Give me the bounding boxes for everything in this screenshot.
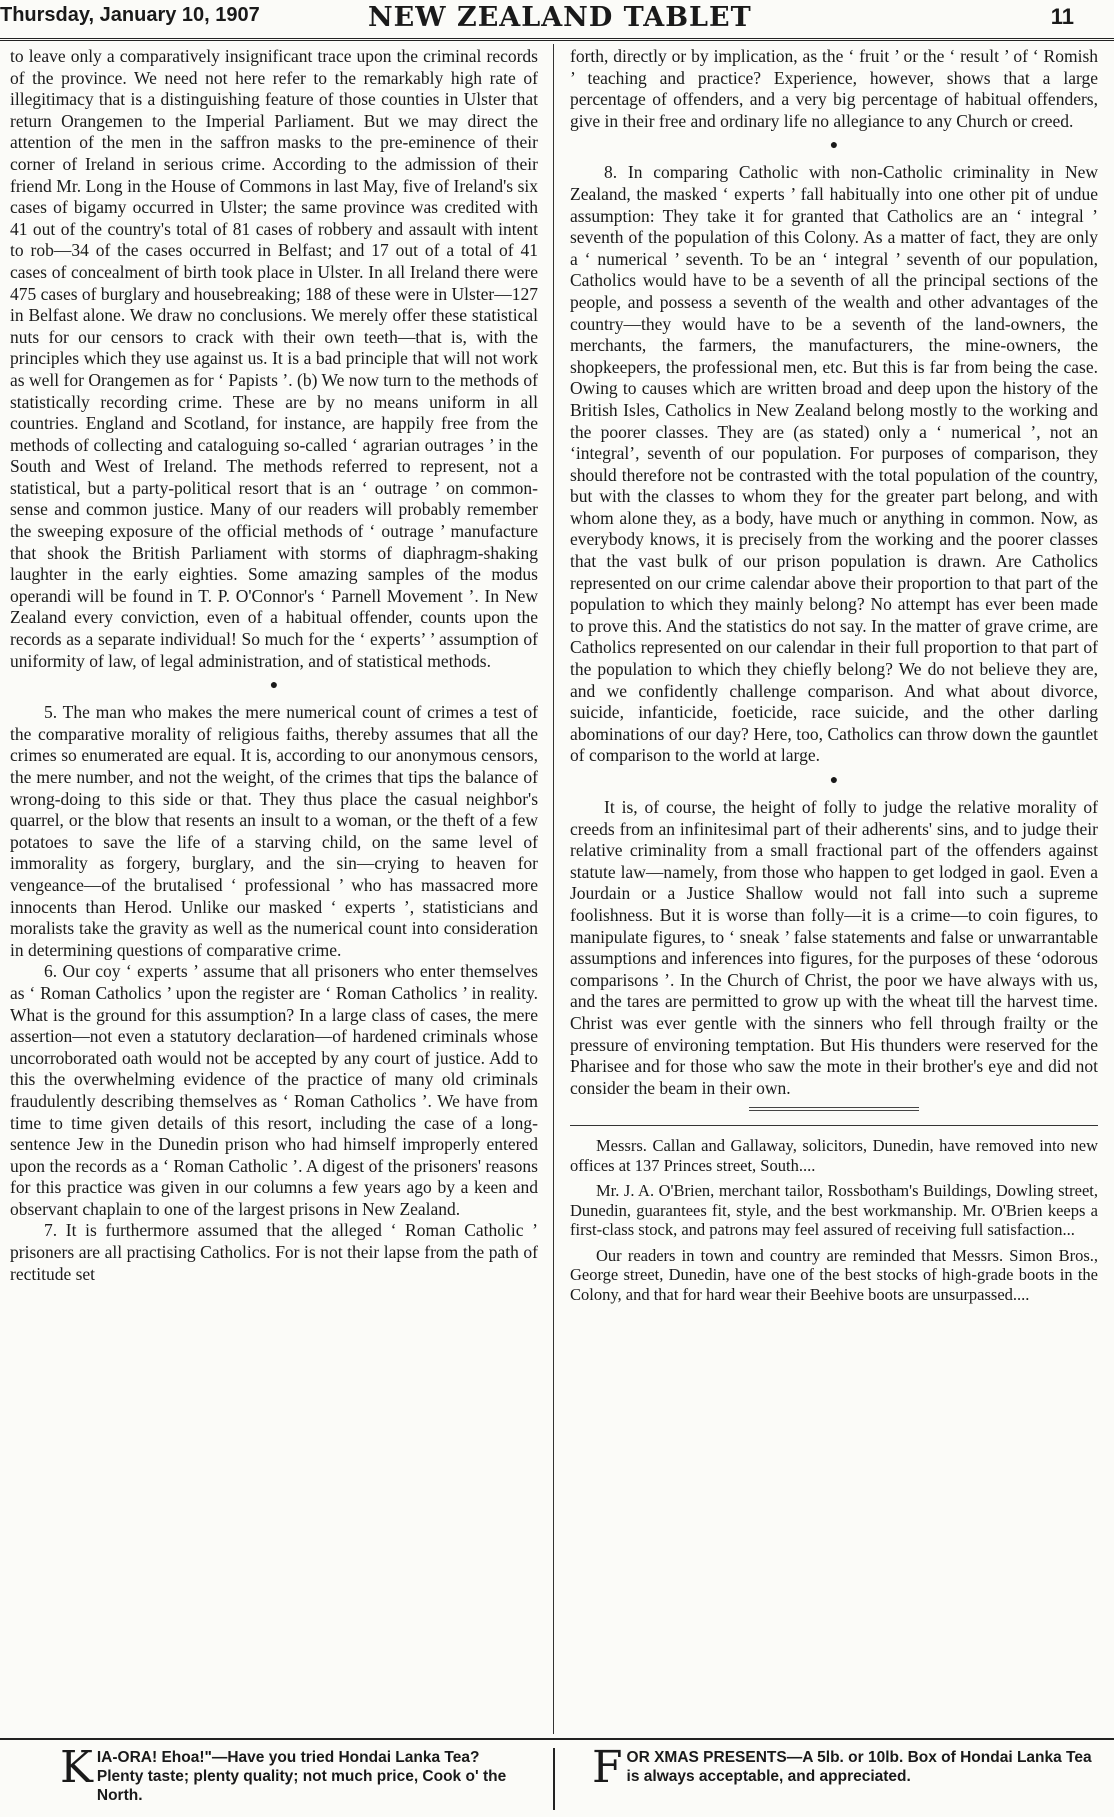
advertisement-footer bbox=[0, 1738, 1114, 1817]
paragraph-8: 8. In comparing Catholic with non-Catholic criminality in New Zealand, the masked ‘ experts ’ fall habitually into one other pit of undue assumption: They take it for granted that Catholics are an ‘ integral ’ seventh of the population of this Colony. As a matter of fact, they are only a ‘ numerical ’ seventh. To be an ‘ integral ’ seventh of our population, Catholics would have to be a seventh of all the principal sections of the people, and possess a seventh of the wealth and other advantages of the country—they would have to be a seventh of the land-owners, the merchants, the farmers, the manufacturers, the mine-owners, the shopkeepers, the professional men, etc. But this is far from being the case. Owing to causes which are written broad and deep upon the history of the British Isles, Catholics in New Zealand belong mostly to the working and the poorer classes. They are (as stated) only a ‘ numerical ’, not an ‘integral’, seventh of our population. For purposes of comparison, they should therefore not be contrasted with the total population of the country, but with the classes to whom they for the greater part belong, and with whom alone they, as a body, have much or anything in common. Now, as everybody knows, it is precisely from the working and the poorer classes that the vast bulk of our prison population is drawn. Are Catholics represented on our crime calendar above their proportion to that part of the population to which they mainly belong? No attempt has ever been made to prove this. And the statistics do not say. In the matter of grave crime, are Catholics represented on our calendar in their full proportion to that part of the population to which they chiefly belong? We do not believe they are, and we confidently challenge comparison. And what about divorce, suicide, infanticide, foeticide, race suicide, and the other darling abominations of our day? Here, too, Catholics can throw down the gauntlet of comparison to the world at large. bbox=[570, 162, 1098, 766]
paragraph-6: 6. Our coy ‘ experts ’ assume that all prisoners who enter themselves as ‘ Roman Catholics ’ upon the register are ‘ Roman Catholics ’ in reality. What is the ground for this assumption? In a large class of cases, the mere assertion—not even a statutory declaration—of hardened criminals whose uncorroborated oath would not be accepted by any court of justice. Add to this the overwhelming evidence of the practice of many old criminals fraudulently describing themselves as ‘ Roman Catholics ’. We have from time to time given details of this resort, including the case of a long-sentence Jew in the Dunedin prison who had himself improperly entered upon the records as a ‘ Roman Catholic ’. A digest of the prisoners' reasons for this practice was given in our columns a few years ago by a keen and observant chaplain to one of the largest prisons in New Zealand. bbox=[10, 961, 538, 1219]
page-header bbox=[0, 0, 1114, 41]
drop-cap: F bbox=[592, 1742, 623, 1793]
hondai-tea-ad-left bbox=[60, 1742, 530, 1805]
right-column bbox=[570, 46, 1098, 1310]
business-notices bbox=[570, 1125, 1098, 1304]
drop-cap: K bbox=[60, 1742, 93, 1793]
paragraph-continued: to leave only a comparatively insignificant trace upon the criminal records of the province. We need not here refer to the remarkably high rate of illegitimacy that is a distinguishing feature of those counties in Ulster that return Orangemen to the Imperial Parliament. But we may direct the attention of the men in the saffron masks to the pre-eminence of their corner of Ireland in serious crime. According to the admission of their friend Mr. Long in the House of Commons in last May, five of Ireland's six cases of bigamy occurred in Ulster; the same province was credited with 41 out of the country's total of 81 cases of robbery and assault with intent to rob—34 of the cases occurred in Belfast; and 17 out of a total of 41 cases of concealment of birth took place in Ulster. In all Ireland there were 475 cases of burglary and housebreaking; 188 of these were in Ulster—127 in Belfast alone. We draw no conclusions. We merely offer these statistical nuts for our censors to crack with their own teeth—that is, with the principles which they use against us. It is a bad principle that will not work as well for Orangemen as for ‘ Papists ’. (b) We now turn to the methods of statistically recording crime. These are by no means uniform in all countries. England and Scotland, for instance, are happily free from the methods of collecting and cataloguing so-called ‘ agrarian outrages ’ in the South and West of Ireland. The methods referred to represent, not a statistical, but a party-political resort that is an ‘ outrage ’ on common-sense and common justice. Many of our readers will probably remember the sweeping exposure of the official methods of ‘ outrage ’ manufacture that shook the British Parliament with storms of diaphragm-shaking laughter in the early eighties. Some amazing samples of the modus operandi will be found in T. P. O'Connor's ‘ Parnell Movement ’. In New Zealand every conviction, even of a habitual offender, counts upon the records as a separate individual! So much for the ‘ experts’ ’ assumption of uniformity of law, of legal administration, and of statistical methods. bbox=[10, 46, 538, 671]
paragraph-7: 7. It is furthermore assumed that the alleged ‘ Roman Catholic ’ prisoners are all practising Catholics. For is not their lapse from the path of rectitude set bbox=[10, 1220, 538, 1284]
double-rule-separator bbox=[749, 1107, 919, 1111]
bullet-divider: ● bbox=[829, 138, 839, 154]
ad-divider bbox=[553, 1748, 555, 1810]
page-number: 11 bbox=[1050, 4, 1074, 29]
notice-item: Our readers in town and country are reminded that Messrs. Simon Bros., George street, Dunedin, have one of the best stocks of high-grade boots in the Colony, and that for hard wear their Beehive boots are unsurpassed.... bbox=[570, 1245, 1098, 1304]
paragraph-conclusion: It is, of course, the height of folly to judge the relative morality of creeds from an infinitesimal part of their adherents' sins, and to judge their relative criminality from a small fractional part of the offenders against statute law—namely, from those who happen to get lodged in gaol. Even a Jourdain or a Justice Shallow would not fall into such a supreme foolishness. But it is worse than folly—it is a crime—to coin figures, to manipulate figures, to ‘ sneak ’ false statements and false or unwarrantable assumptions and inferences into figures, for the purposes of these ‘odorous comparisons ’. In the Church of Christ, the poor we have always with us, and the tares are permitted to grow up with the wheat till the harvest time. Christ was ever gentle with the sinners who fell through frailty or the pressure of environing temptation. But His thunders were reserved for the Pharisee and for those who saw the mote in their brother's eye and did not consider the beam in their own. bbox=[570, 797, 1098, 1098]
paragraph-5: 5. The man who makes the mere numerical count of crimes a test of the comparative morality of religious faiths, thereby assumes that all the crimes so enumerated are equal. It is, according to our anonymous censors, the mere number, and not the weight, of the crimes that tips the balance of wrong-doing to this side or that. They thus place the casual neighbor's quarrel, or the blow that resents an insult to a woman, or the theft of a few potatoes to save the life of a starving child, on the same level of immorality as forgery, burglary, and the sin—crying to heaven for vengeance—of the brutalised ‘ professional ’ who has massacred more innocents than Herod. Unlike our masked ‘ experts ’, statisticians and moralists take the gravity as well as the numerical count into consideration in determining questions of comparative crime. bbox=[10, 702, 538, 960]
notice-item: Mr. J. A. O'Brien, merchant tailor, Rossbotham's Buildings, Dowling street, Dunedin, guarantees fit, style, and the best workmanship. Mr. O'Brien keeps a first-class stock, and patrons may feel assured of receiving full satisfaction... bbox=[570, 1181, 1098, 1240]
paragraph-7-continued: forth, directly or by implication, as the ‘ fruit ’ or the ‘ result ’ of ‘ Romish ’ teaching and practice? Experience, however, shows that a large percentage of offenders, and a very big percentage of habitual offenders, give in their free and ordinary life no allegiance to any Church or creed. bbox=[570, 46, 1098, 131]
bullet-divider: ● bbox=[829, 773, 839, 788]
ad-text: IA-ORA! Ehoa!"—Have you tried Hondai Lanka Tea? Plenty taste; plenty quality; not much price, Cook o' the North. bbox=[96, 1749, 507, 1804]
column-rule bbox=[553, 44, 554, 1734]
left-column bbox=[10, 46, 538, 1285]
hondai-tea-ad-right bbox=[592, 1742, 1102, 1793]
issue-date: Thursday, January 10, 1907 bbox=[0, 4, 260, 26]
ad-text: OR XMAS PRESENTS—A 5lb. or 10lb. Box of Hondai Lanka Tea is always acceptable, and appreciated. bbox=[626, 1749, 1092, 1785]
notice-item: Messrs. Callan and Gallaway, solicitors, Dunedin, have removed into new offices at 137 Princes street, South.... bbox=[570, 1136, 1098, 1175]
bullet-divider: ● bbox=[269, 678, 279, 694]
masthead-title: NEW ZEALAND TABLET bbox=[368, 2, 752, 33]
